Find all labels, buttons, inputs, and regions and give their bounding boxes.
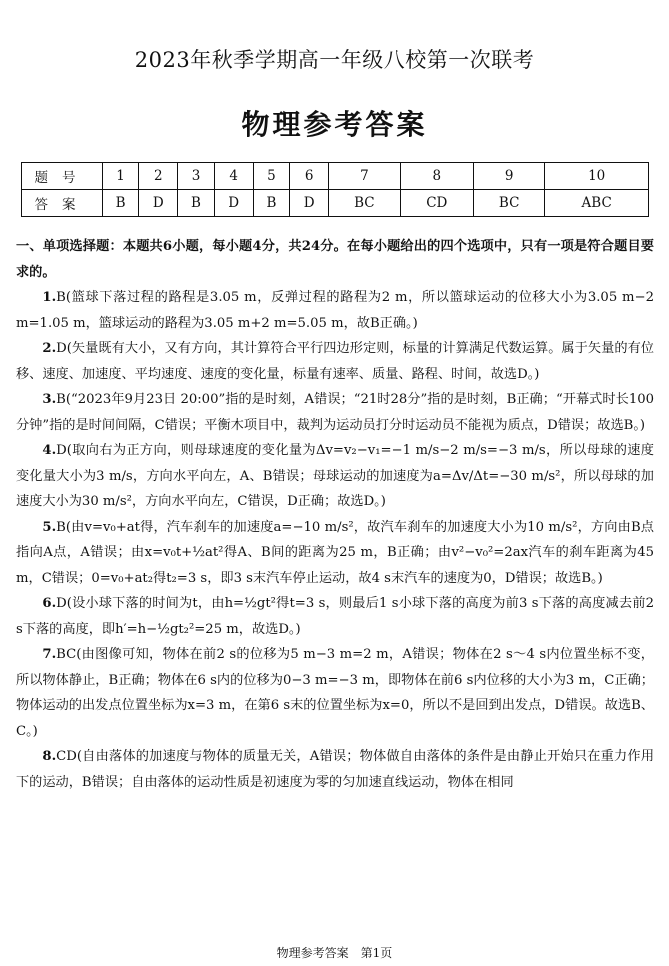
- explanation-item: [16, 336, 654, 387]
- answer-cell: ABC: [545, 190, 649, 217]
- item-text: B(篮球下落过程的路程是3.05 m，反弹过程的路程为2 m，所以篮球运动的位移大小为3.05 m−2 m=1.05 m，篮球运动的路程为3.05 m+2 m=5.05 m，故B正确。): [16, 290, 654, 331]
- item-number: 7.: [42, 647, 57, 662]
- answer-cell: D: [214, 190, 253, 217]
- question-number: 3: [178, 163, 214, 190]
- section-heading: 一、单项选择题：本题共6小题，每小题4分，共24分。在每小题给出的四个选项中，只有一项是符合题目要求的。: [16, 239, 654, 280]
- page-footer: 物理参考答案 第1页: [276, 946, 393, 960]
- explanation-item: [16, 515, 654, 592]
- explanation-item: [16, 642, 654, 744]
- item-number: 1.: [42, 290, 57, 305]
- answer-cell: B: [178, 190, 214, 217]
- answer-cell: BC: [474, 190, 545, 217]
- explanation-item: [16, 744, 654, 795]
- question-number: 5: [253, 163, 289, 190]
- explanation-item: [16, 387, 654, 438]
- item-text: B(由v=v₀+at得，汽车刹车的加速度a=−10 m/s²，故汽车刹车的加速度大小为10 m/s²，方向由B点指向A点，A错误；由x=v₀t+½at²得A、B间的距离为25 m，B正确；由v²−v₀²=2ax汽车的刹车距离为45 m，C错误；0=v₀+at₂得t₂=3 s，即3 s末汽车停止运动，故4 s末汽车的速度为0，D错误；故选B。): [16, 519, 654, 586]
- explanation-item: [16, 591, 654, 642]
- answer-cell: D: [139, 190, 178, 217]
- item-number: 2.: [42, 341, 57, 356]
- item-text: D(矢量既有大小，又有方向，其计算符合平行四边形定则，标量的计算满足代数运算。属于矢量的有位移、速度、加速度、平均速度、速度的变化量，标量有速率、质量、路程、时间，故选D。): [16, 341, 654, 382]
- exam-title: 2023年秋季学期高一年级八校第一次联考: [134, 48, 535, 72]
- question-number: 1: [103, 163, 139, 190]
- question-number: 2: [139, 163, 178, 190]
- item-text: CD(自由落体的加速度与物体的质量无关，A错误；物体做自由落体的条件是由静止开始只在重力作用下的运动，B错误；自由落体的运动性质是初速度为零的匀加速直线运动，物体在相同: [16, 749, 654, 790]
- item-text: D(设小球下落的时间为t，由h=½gt²得t=3 s，则最后1 s小球下落的高度为前3 s下落的高度减去前2 s下落的高度，即h′=h−½gt₂²=25 m，故选D。): [16, 596, 654, 637]
- answer-cell: B: [253, 190, 289, 217]
- explanations: [16, 234, 654, 795]
- item-number: 3.: [42, 392, 57, 407]
- item-text: BC(由图像可知，物体在前2 s的位移为5 m−3 m=2 m，A错误；物体在2 s～4 s内位置坐标不变，所以物体静止，B正确；物体在6 s内的位移为0−3 m=−3 m，即物体在前6 s内位移的大小为3 m，C正确；物体运动的出发点位置坐标为x=3 m，在第6 s末的位置坐标为x=0，所以不是回到出发点，D错误。故选B、C。): [16, 647, 654, 739]
- question-number: 6: [290, 163, 329, 190]
- item-text: D(取向右为正方向，则母球速度的变化量为Δv=v₂−v₁=−1 m/s−2 m/s=−3 m/s，所以母球的速度变化量大小为3 m/s，方向水平向左，A、B错误；母球运动的加速度为a=Δv/Δt=−30 m/s²，所以母球的加速度大小为30 m/s²，方向水平向左，C错误，D正确；故选D。): [16, 443, 654, 509]
- item-number: 4.: [42, 443, 57, 458]
- answer-cell: B: [103, 190, 139, 217]
- question-number: 4: [214, 163, 253, 190]
- item-text: B(“2023年9月23日 20:00”指的是时刻，A错误；“21时28分”指的是时刻，B正确；“开幕式时长100分钟”指的是时间间隔，C错误；平衡木项目中，裁判为运动员打分时运动员不能视为质点，D错误；故选B。): [16, 392, 654, 433]
- explanation-item: [16, 285, 654, 336]
- item-number: 8.: [42, 749, 57, 764]
- question-number: 10: [545, 163, 649, 190]
- item-number: 6.: [42, 596, 57, 611]
- answer-cell: D: [290, 190, 329, 217]
- question-number: 7: [329, 163, 400, 190]
- answer-cell: BC: [329, 190, 400, 217]
- answer-table: [21, 162, 649, 217]
- answer-row: [22, 190, 649, 217]
- question-number: 8: [400, 163, 473, 190]
- row-label-answers: 答案: [22, 190, 103, 217]
- explanation-item: [16, 438, 654, 515]
- answer-cell: CD: [400, 190, 473, 217]
- document-title: 物理参考答案: [241, 108, 428, 141]
- question-number: 9: [474, 163, 545, 190]
- row-label-numbers: 题号: [22, 163, 103, 190]
- item-number: 5.: [42, 519, 57, 535]
- question-number-row: [22, 163, 649, 190]
